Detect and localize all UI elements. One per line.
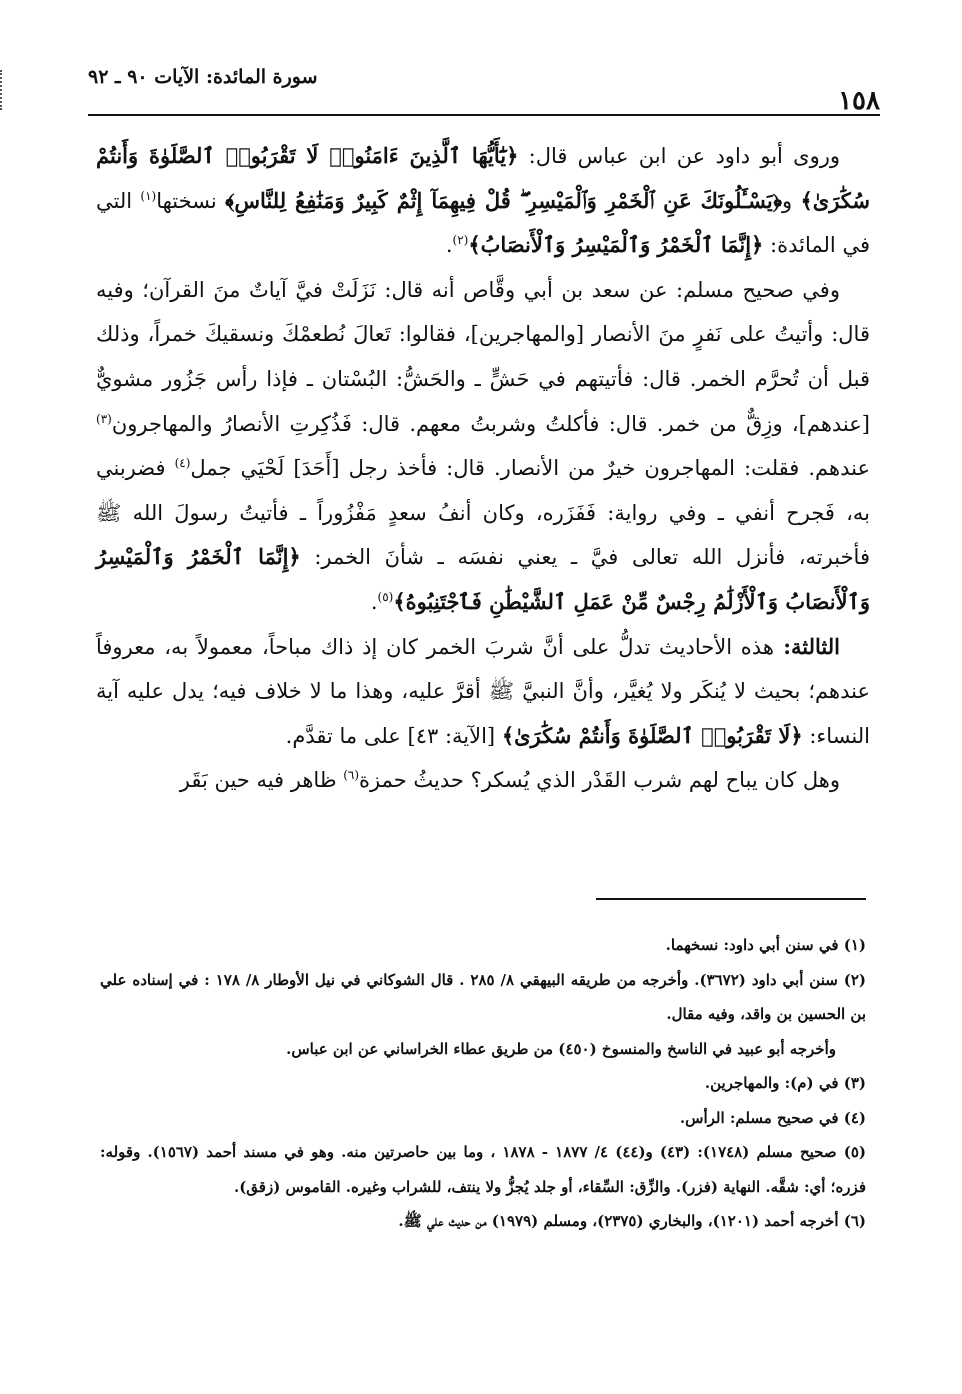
page-edge-mark: [0, 70, 5, 110]
text-run: وروى أبو داود عن ابن عباس قال:: [518, 144, 840, 168]
text-run: و: [782, 188, 801, 213]
text-run: التي في المائدة:: [96, 188, 870, 258]
quran-verse: ﴿إِنَّمَا ٱلْخَمْرُ وَٱلْمَيْسِرُ وَٱلْأَنصَابُ﴾: [468, 232, 764, 258]
running-title: سورة المائدة: الآيات ٩٠ ـ ٩٢: [88, 66, 318, 88]
text-run: فضربني به، فَجرح أنفي ـ وفي رواية: فَفَزَره، وكان أنفُ سعدٍ مَفْزُوراً ـ فأتيتُ رسولَ الله ﷺ فأخبرته، فأنزل الله تعالى فيَّ ـ يعني نفسَه ـ شأنَ الخمر:: [96, 456, 870, 570]
text-run: عندهم. فقلت: المهاجرون خيرٌ من الأنصار. قال: فأخذ رجل [أَحَدَ] لَحْيَي جمل: [190, 456, 870, 481]
text-run: نسختها: [156, 188, 226, 213]
paragraph: [96, 625, 870, 759]
text-run: .: [445, 233, 453, 258]
footnote: وأخرجه أبو عبيد في الناسخ والمنسوخ (٤٥٠) من طريق عطاء الخراساني عن ابن عباس.: [286, 1039, 836, 1058]
section-lead: الثالثة:: [773, 633, 840, 659]
footnote-separator: [596, 898, 866, 900]
page-number: ١٥٨: [838, 86, 880, 116]
footnote: (٤) في صحيح مسلم: الرأس.: [679, 1108, 866, 1127]
footnote: (١) في سنن أبي داود: نسخهما.: [665, 936, 866, 954]
footnote: (٥) صحيح مسلم (١٧٤٨): (٤٣) و(٤٤) ٤/ ١٨٧٧ - ١٨٧٨ ، وما بين حاصرتين منه. وهو في مسند أحمد (١٥٦٧). وقوله: فزره؛ أي: شقَّه. النهاية (فزر). والزِّق: السِّقاء، أو جلد يُجزُّ ولا ينتف، للشراب وغيره. القاموس (زقق).: [100, 1143, 867, 1196]
quran-verse: ﴿لَا تَقْرَبُوا۟ ٱلصَّلَوٰةَ وَأَنتُمْ سُكَٰرَىٰ﴾: [501, 722, 803, 748]
footnote-marker: (٤): [174, 456, 191, 471]
footnote-marker: (٢): [452, 233, 469, 248]
text-run: [الآية: ٤٣] على ما تقدَّم.: [285, 723, 502, 748]
footnote: (٢) سنن أبي داود (٣٦٧٢). وأخرجه من طريقه البيهقي ٨/ ٢٨٥ . قال الشوكاني في نيل الأوطار ٨/ ١٧٨ : في إسناده علي بن الحسين بن واقد، وفيه مقال.: [100, 970, 866, 1023]
quran-verse: ﴿يَٰٓأَيُّهَا ٱلَّذِينَ ءَامَنُوا۟ لَا تَقْرَبُوا۟ ٱلصَّلَوٰةَ وَأَنتُمْ سُكَٰرَىٰ﴾: [96, 143, 870, 213]
footnote-marker: (٥): [377, 589, 394, 604]
footnote-marker: (١): [140, 188, 157, 203]
paragraph: [96, 134, 870, 268]
text-run: هذه الأحاديث تدلُّ على أنَّ شربَ الخمر كان إذ ذاك مباحاً، معمولاً به، معروفاً عندهم؛ بحيث لا يُنكَر ولا يُغيَّر، وأنَّ النبيَّ ﷺ أقرَّ عليه، وهذا ما لا خلاف فيه؛ يدل عليه آية النساء:: [96, 634, 870, 748]
quran-verse: ﴿يَسْـَٔلُونَكَ عَنِ ٱلْخَمْرِ وَٱلْمَيْسِرِ ۖ قُلْ فِيهِمَآ إِثْمٌ كَبِيرٌ وَمَنَٰفِعُ لِلنَّاسِ﴾: [225, 187, 782, 213]
main-text: [96, 134, 870, 803]
footnote-marker: (٣): [96, 411, 112, 426]
footnote: (٦) أخرجه أحمد (١٢٠١)، والبخاري (٢٣٧٥)، ومسلم (١٩٧٩) من حديث علي ﷺ.: [398, 1212, 866, 1230]
footnote-marker: (٦): [343, 768, 360, 783]
footnote: (٣) في (م): والمهاجرين.: [704, 1074, 866, 1092]
paragraph: [96, 758, 870, 803]
paragraph: [96, 268, 870, 625]
footnotes: [100, 928, 866, 1239]
quran-verse: ﴿إِنَّمَا ٱلْخَمْرُ وَٱلْمَيْسِرُ وَٱلْأَنصَابُ وَٱلْأَزْلَٰمُ رِجْسٌ مِّنْ عَمَلِ ٱلشَّيْطَٰنِ فَٱجْتَنِبُوهُ﴾: [96, 544, 870, 614]
text-run: وفي صحيح مسلم: عن سعد بن أبي وقَّاص أنه قال: نَزَلَتْ فيَّ آياتٌ منَ القرآن؛ وفيه قال: وأتيتُ على نَفرٍ منَ الأنصار [والمهاجرين]، فقالوا: تَعالَ نُطعمْكَ ونسقيكَ خمراً، وذلك قبل أن تُحرَّم الخمر. قال: فأتيتهم في حَشٍّ ـ والحَشُّ: البُسْتان ـ فإذا رأس جَزُور مشويٌّ [عندهم]، وزِقٌّ من خمر. قال: فأكلتُ وشربتُ معهم. قال: فَذُكِرتِ الأنصارُ والمهاجرون: [96, 277, 870, 436]
text-run: ظاهر فيه حين بَقَر: [179, 768, 344, 793]
text-run: وهل كان يباح لهم شرب القَدْر الذي يُسكر؟ حديثُ حمزة: [359, 768, 840, 793]
page-header: [88, 64, 880, 116]
text-run: .: [370, 589, 378, 614]
